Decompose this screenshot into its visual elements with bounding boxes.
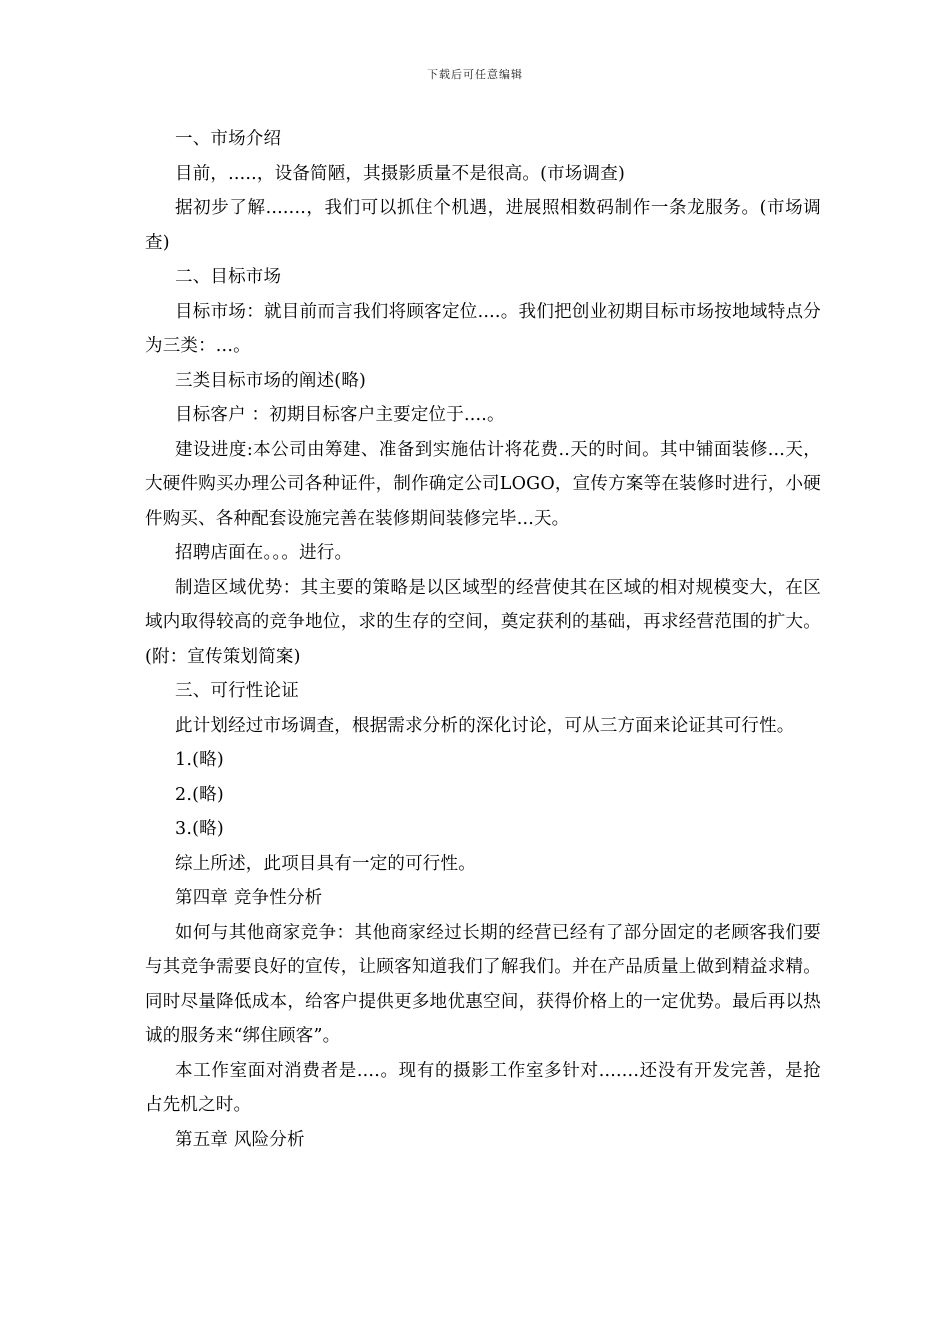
body-paragraph: 目标客户 ：初期目标客户主要定位于....。 [175,405,505,425]
list-item: 1.(略) [175,750,224,770]
page-header-note: 下载后可任意编辑 [427,68,523,81]
document-body [145,122,821,1157]
list-item: 3.(略) [175,819,224,839]
body-paragraph: 目标市场：就目前而言我们将顾客定位....。我们把创业初期目标市场按地域特点分为三类：...。 [145,301,821,356]
body-paragraph: 制造区域优势：其主要的策略是以区域型的经营使其在区域的相对规模变大，在区域内取得较高的竞争地位，求的生存的空间，奠定获利的基础，再求经营范围的扩大。(附：宣传策划简案) [145,577,821,667]
section-heading-market-intro: 一、市场介绍 [175,129,282,149]
section-heading-target-market: 二、目标市场 [175,267,282,287]
chapter-heading-risk: 第五章 风险分析 [175,1129,305,1150]
section-heading-feasibility: 三、可行性论证 [175,681,299,701]
body-paragraph: 据初步了解.......，我们可以抓住个机遇，进展照相数码制作一条龙服务。(市场调查) [145,198,821,253]
body-paragraph: 本工作室面对消费者是....。现有的摄影工作室多针对.......还没有开发完善，是抢占先机之时。 [145,1060,821,1115]
chapter-heading-competition: 第四章 竞争性分析 [175,888,323,908]
body-paragraph: 建设进度:本公司由筹建、准备到实施估计将花费..天的时间。其中铺面装修...天，大硬件购买办理公司各种证件，制作确定公司LOGO，宣传方案等在装修时进行，小硬件购买、各种配套设施完善在装修期间装修完毕...天。 [145,439,821,529]
body-paragraph: 三类目标市场的阐述(略) [175,370,367,391]
list-item: 2.(略) [175,784,224,805]
body-paragraph: 如何与其他商家竞争：其他商家经过长期的经营已经有了部分固定的老顾客我们要与其竞争需要良好的宣传，让顾客知道我们了解我们。并在产品质量上做到精益求精。同时尽量降低成本，给客户提供更多地优惠空间，获得价格上的一定优势。最后再以热诚的服务来“绑住顾客”。 [145,922,821,1046]
body-paragraph: 此计划经过市场调查，根据需求分析的深化讨论，可从三方面来论证其可行性。 [175,715,795,736]
body-paragraph: 招聘店面在。。。进行。 [175,543,353,563]
body-paragraph: 目前，.....，设备简陋，其摄影质量不是很高。(市场调查) [175,163,625,184]
body-paragraph: 综上所述，此项目具有一定的可行性。 [175,853,476,874]
